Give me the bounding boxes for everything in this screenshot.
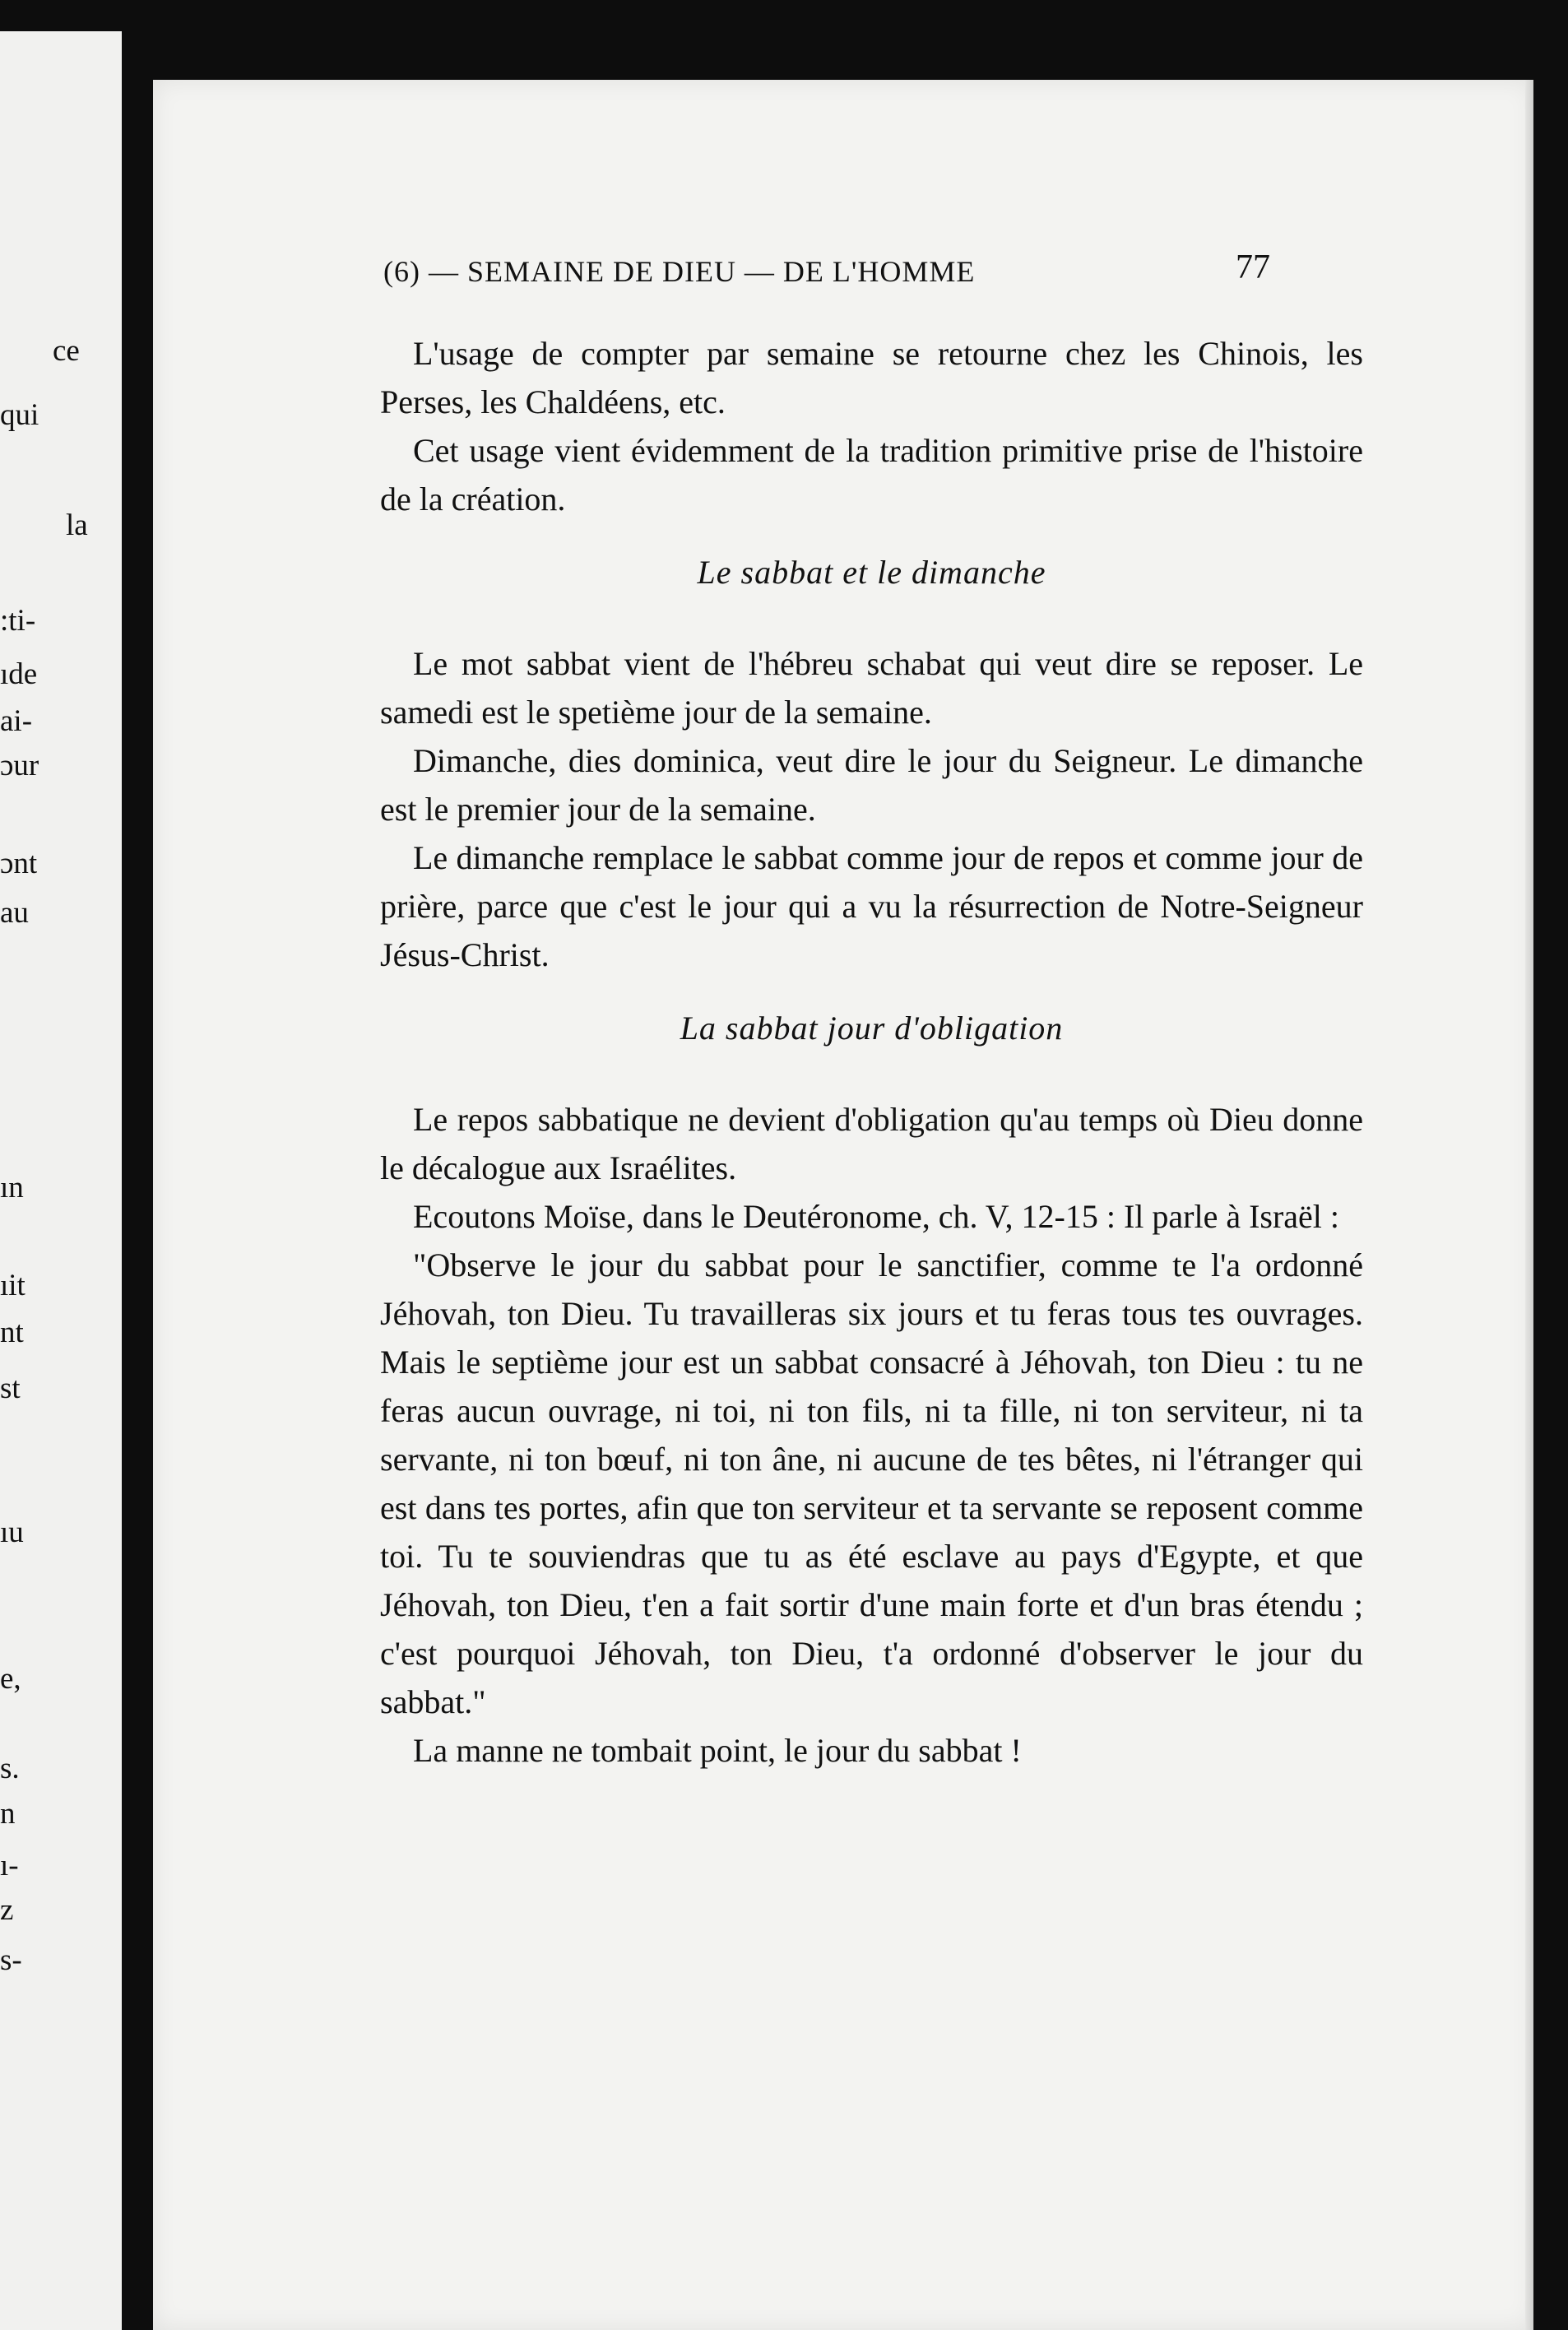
paragraph: Ecoutons Moïse, dans le Deutéronome, ch. V, 12-15 : Il parle à Israël : [413,1198,1340,1235]
spacer [380,979,1363,1004]
left-page-fragment: qui [0,398,39,432]
paragraph: Le repos sabbatique ne devient d'obligation qu'au temps où Dieu donne le décalogue aux Israélites. [380,1101,1363,1186]
page-header [383,248,1270,289]
book-page [153,80,1533,2330]
section-heading: Le sabbat et le dimanche [697,554,1046,591]
paragraph: Le dimanche remplace le sabbat comme jour de repos et comme jour de prière, parce que c'est le jour qui a vu la résurrection de Notre-Seigneur Jésus-Christ. [380,839,1363,973]
spacer [380,1052,1363,1095]
running-head: (6) — SEMAINE DE DIEU — DE L'HOMME [383,255,976,288]
section-heading: La sabbat jour d'obligation [680,1010,1064,1047]
left-page-fragment: ɔur [0,749,39,782]
left-page-fragment: n [0,1797,16,1831]
left-page-fragment: au [0,896,29,930]
left-page-fragment: st [0,1372,21,1405]
left-page-fragment: la [66,508,88,542]
page-edge [1525,80,1533,2330]
left-page-margin [0,31,122,2330]
quotation-paragraph: "Observe le jour du sabbat pour le sanctifier, comme te l'a ordonné Jéhovah, ton Dieu. Tu travailleras six jours et tu feras tous tes ouvrages. Mais le septième jour est un sabbat consacré à Jéhovah, ton Dieu : tu ne feras aucun ouvrage, ni toi, ni ton fils, ni ta fille, ni ton serviteur, ni ta servante, ni ton bœuf, ni ton âne, ni aucune de tes bêtes, ni l'étranger qui est dans tes portes, afin que ton serviteur et ta servante se reposent comme toi. Tu te souviendras que tu as été esclave au pays d'Egypte, et que Jéhovah, ton Dieu, t'en a fait sortir d'une main forte et d'un bras étendu ; c'est pourquoi Jéhovah, ton Dieu, t'a ordonné d'observer le jour du sabbat." [380,1246,1363,1720]
paragraph: L'usage de compter par semaine se retourne chez les Chinois, les Perses, les Chaldéens, etc. [380,335,1363,420]
left-page-fragment: z [0,1893,14,1927]
spacer [380,596,1363,639]
left-page-fragment: e, [0,1662,21,1696]
paragraph: Cet usage vient évidemment de la tradition primitive prise de l'histoire de la création. [380,432,1363,518]
left-page-fragment: ce [53,334,80,368]
left-page-fragment: ai- [0,704,33,738]
paragraph: Le mot sabbat vient de l'hébreu schabat qui veut dire se reposer. Le samedi est le spetième jour de la semaine. [380,645,1363,731]
left-page-fragment: nt [0,1316,24,1349]
left-page-fragment: ın [0,1171,24,1204]
left-page-fragment: :ti- [0,604,36,638]
page-body [380,329,1363,1775]
left-page-fragment: ıu [0,1515,24,1549]
left-page-fragment: s- [0,1943,22,1977]
left-page-fragment: ɔnt [0,847,38,880]
left-page-fragment: s. [0,1752,20,1785]
paragraph: Dimanche, dies dominica, veut dire le jour du Seigneur. Le dimanche est le premier jour de la semaine. [380,742,1363,828]
spacer [380,523,1363,548]
left-page-fragment: ıit [0,1269,26,1302]
left-page-fragment: ı- [0,1849,19,1882]
page-number: 77 [1236,248,1270,286]
left-page-fragment: ıde [0,657,38,691]
paragraph: La manne ne tombait point, le jour du sabbat ! [413,1732,1022,1769]
